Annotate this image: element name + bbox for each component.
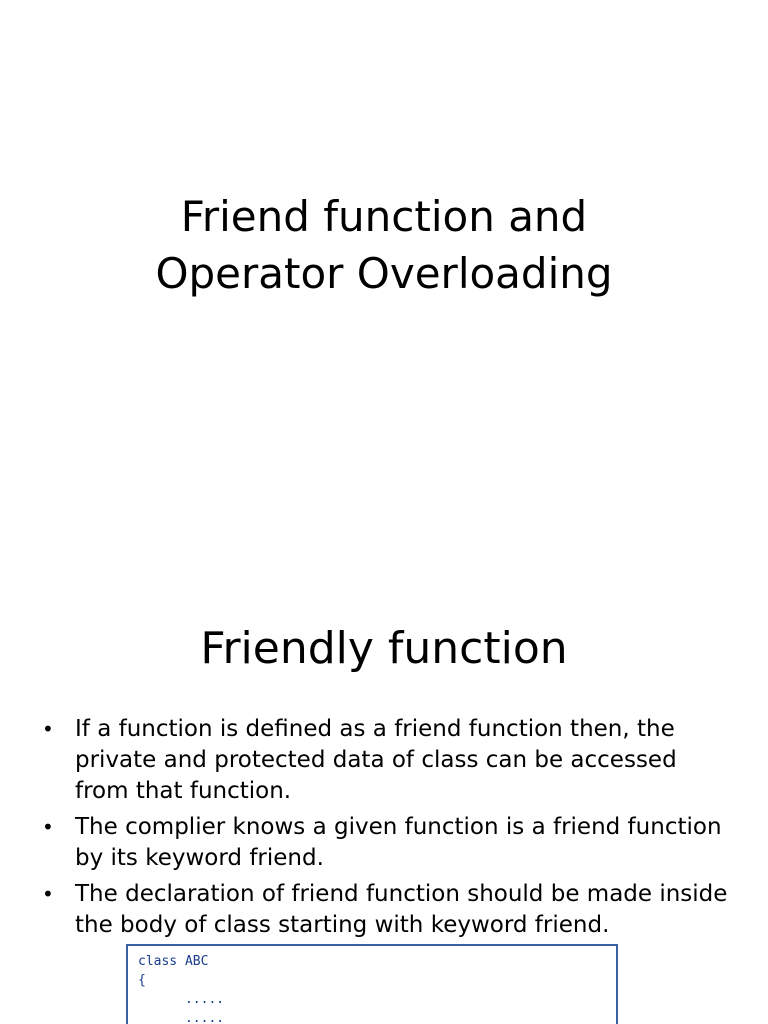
list-item (40, 714, 730, 807)
code-line: ..... (138, 1011, 225, 1024)
code-snippet-image (126, 944, 618, 1024)
bullet-list (40, 714, 730, 946)
section-title: Friendly function (200, 623, 568, 674)
bullet-text: The declaration of friend function should be made inside the body of class starting with keyword friend. (75, 881, 728, 938)
list-item (40, 812, 730, 874)
list-item (40, 879, 730, 941)
bullet-icon: • (42, 882, 54, 906)
slide-title (0, 188, 768, 302)
bullet-icon: • (42, 717, 54, 741)
slide-title-line-2: Operator Overloading (155, 249, 613, 298)
bullet-text: If a function is defined as a friend function then, the private and protected data of class can be accessed from that function. (75, 716, 677, 804)
code-line: ..... (138, 992, 225, 1007)
bullet-icon: • (42, 815, 54, 839)
bullet-text: The complier knows a given function is a friend function by its keyword friend. (75, 814, 722, 871)
code-line: { (138, 973, 146, 988)
slide-title-line-1: Friend function and (180, 192, 588, 241)
code-line: class ABC (138, 954, 209, 969)
